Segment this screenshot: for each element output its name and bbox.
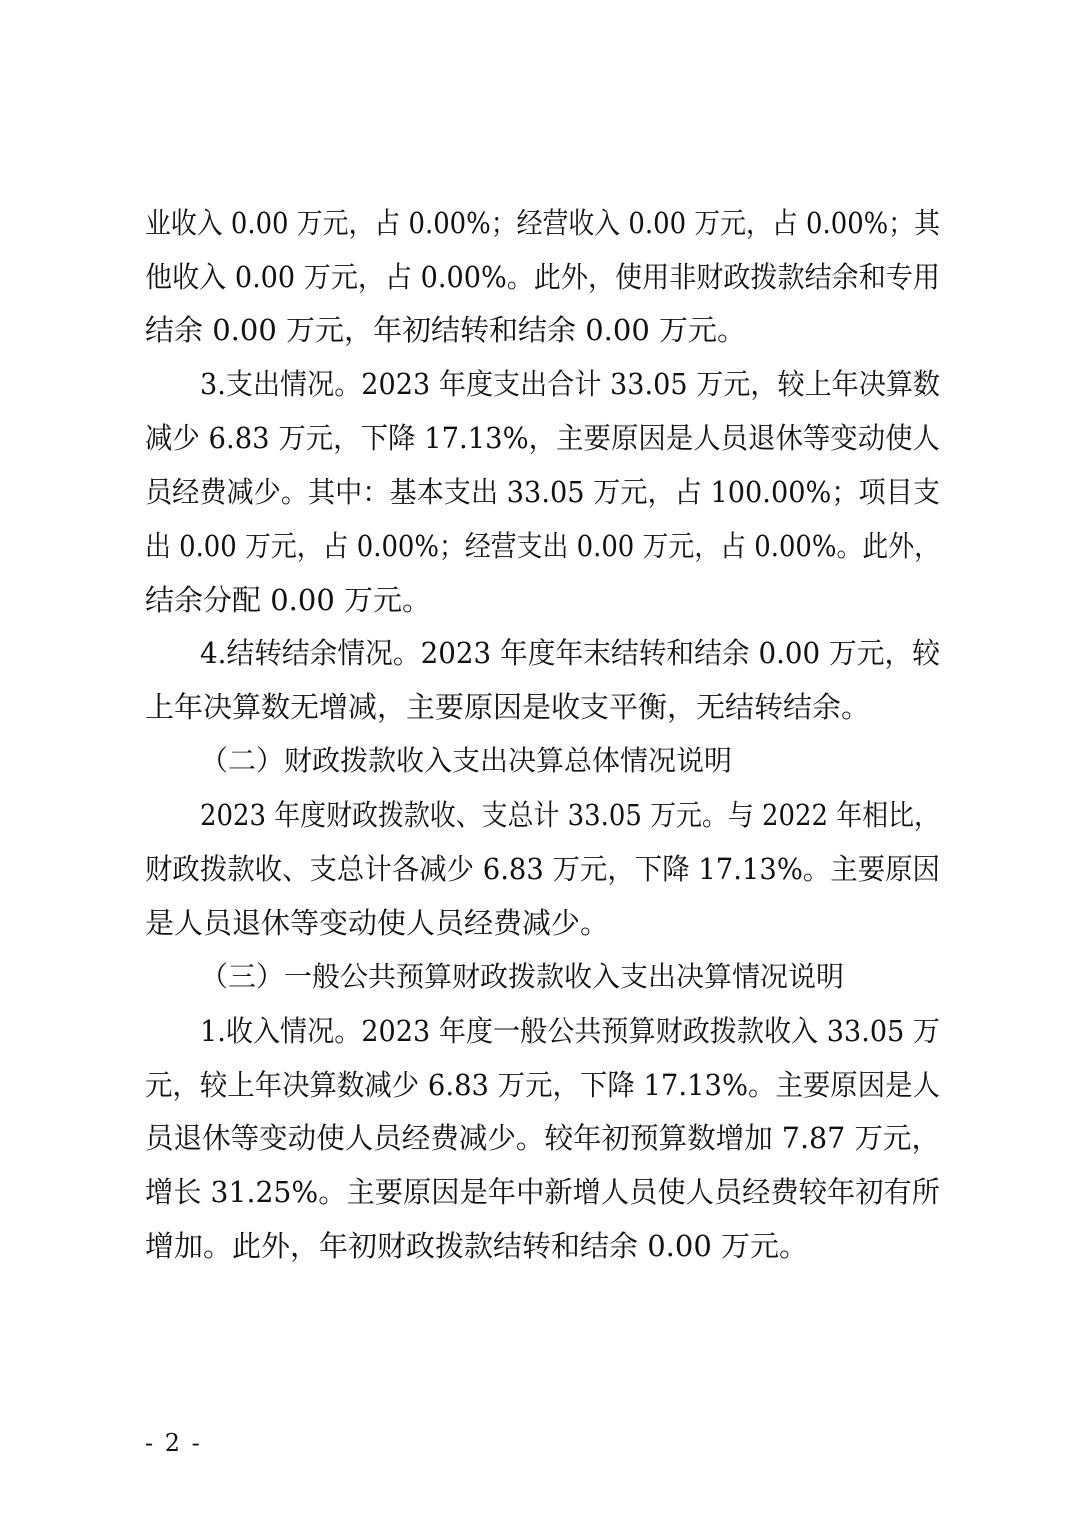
- paragraph-line: 结余 0.00 万元，年初结转和结余 0.00 万元。: [145, 313, 747, 347]
- paragraph-line: 员经费减少。其中：基本支出 33.05 万元，占 100.00%；项目支: [145, 475, 940, 509]
- paragraph-line: 财政拨款收、支总计各减少 6.83 万元，下降 17.13%。主要原因: [145, 852, 940, 886]
- paragraph-line: 减少 6.83 万元，下降 17.13%，主要原因是人员退休等变动使人: [145, 421, 940, 455]
- paragraph-line: 结余分配 0.00 万元。: [145, 583, 432, 617]
- paragraph-line: 业收入 0.00 万元，占 0.00%；经营收入 0.00 万元，占 0.00%；其: [145, 206, 941, 240]
- paragraph-line: 元，较上年决算数减少 6.83 万元，下降 17.13%。主要原因是人: [145, 1068, 940, 1102]
- paragraph-line: 上年决算数无增减，主要原因是收支平衡，无结转结余。: [145, 690, 871, 724]
- section-heading: （二）财政拨款收入支出决算总体情况说明: [200, 744, 733, 777]
- paragraph-line: 是人员退休等变动使人员经费减少。: [145, 906, 610, 940]
- paragraph-line: 员退休等变动使人员经费减少。较年初预算数增加 7.87 万元，: [145, 1121, 941, 1155]
- page-number: - 2 -: [145, 1429, 202, 1457]
- paragraph-line: 4.结转结余情况。2023 年度年末结转和结余 0.00 万元，较: [200, 636, 940, 670]
- paragraph-line: 他收入 0.00 万元，占 0.00%。此外，使用非财政拨款结余和专用: [145, 260, 940, 294]
- paragraph-line: 增加。此外，年初财政拨款结转和结余 0.00 万元。: [145, 1229, 809, 1263]
- section-heading: （三）一般公共预算财政拨款收入支出决算情况说明: [200, 960, 845, 993]
- paragraph-line: 增长 31.25%。主要原因是年中新增人员使人员经费较年初有所: [145, 1175, 940, 1209]
- paragraph-line: 出 0.00 万元，占 0.00%；经营支出 0.00 万元，占 0.00%。此外，: [145, 529, 941, 563]
- paragraph-line: 1.收入情况。2023 年度一般公共预算财政拨款收入 33.05 万: [200, 1014, 941, 1048]
- paragraph-line: 2023 年度财政拨款收、支总计 33.05 万元。与 2022 年相比，: [200, 798, 940, 832]
- paragraph-line: 3.支出情况。2023 年度支出合计 33.05 万元，较上年决算数: [200, 367, 941, 401]
